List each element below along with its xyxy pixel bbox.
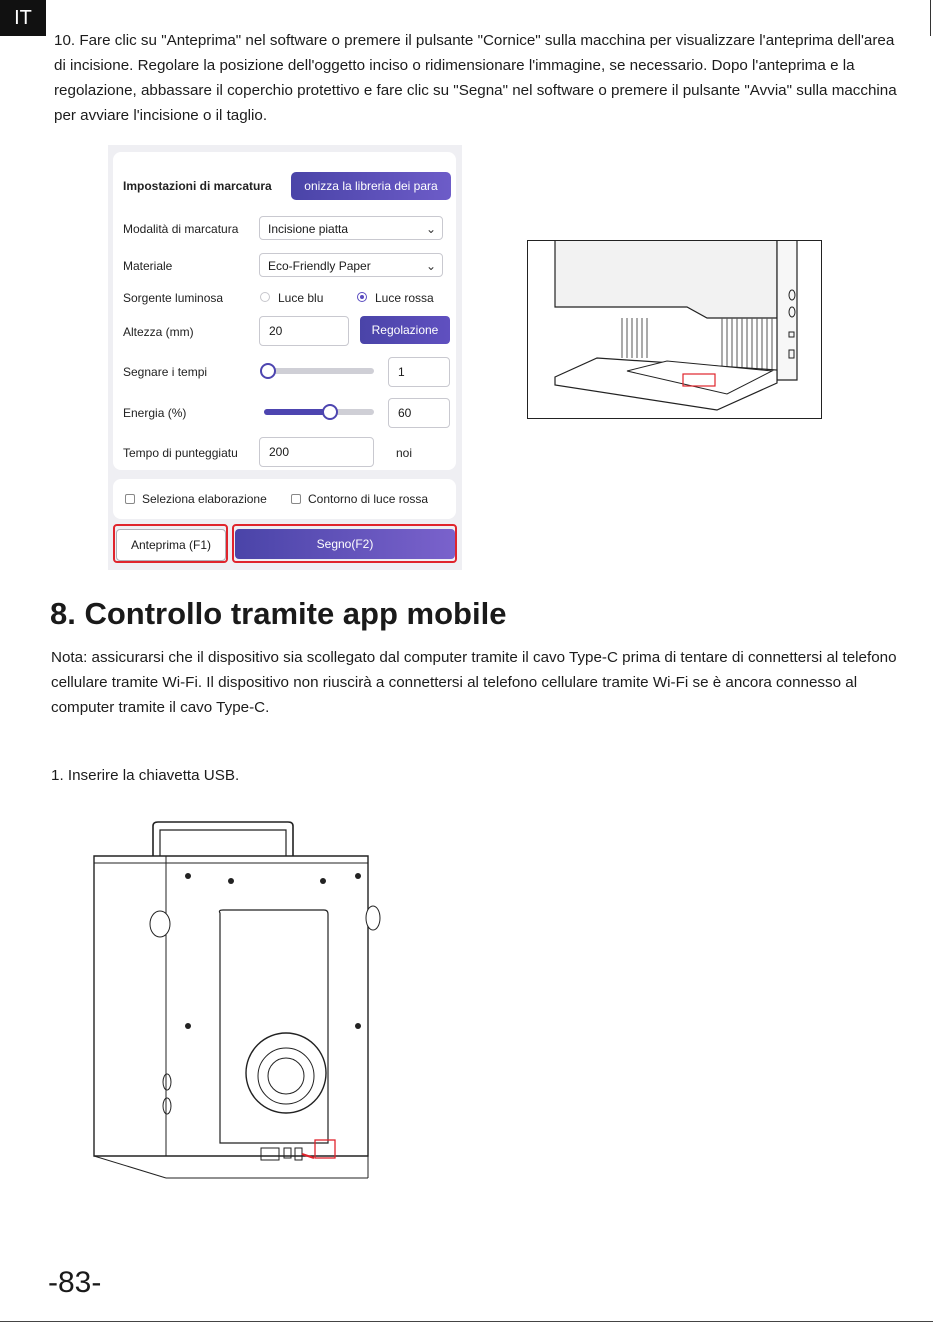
energy-label: Energia (%) [123, 406, 187, 420]
marking-settings-panel [108, 145, 462, 570]
preview-button[interactable]: Anteprima (F1) [116, 529, 226, 561]
settings-card [113, 152, 456, 470]
height-input[interactable]: 20 [259, 316, 349, 346]
mode-value: Incisione piatta [268, 222, 349, 236]
chevron-down-icon: ⌄ [425, 222, 436, 236]
light-source-label: Sorgente luminosa [123, 291, 224, 305]
dot-time-label: Tempo di punteggiatu [123, 446, 238, 460]
processing-checkbox[interactable] [125, 494, 135, 504]
times-slider[interactable] [264, 368, 374, 374]
mode-select[interactable] [259, 216, 443, 240]
material-select[interactable] [259, 253, 443, 277]
blue-light-label: Luce blu [278, 291, 324, 305]
page-number: -83- [48, 1266, 102, 1299]
times-input[interactable]: 1 [388, 357, 450, 387]
energy-slider[interactable] [264, 409, 374, 415]
section-heading: 8. Controllo tramite app mobile [50, 596, 507, 631]
energy-slider-knob[interactable] [322, 404, 338, 420]
mark-highlight [232, 524, 457, 563]
preview-highlight [113, 524, 228, 563]
edge-line [930, 0, 931, 36]
red-light-label: Luce rossa [375, 291, 434, 305]
times-slider-knob[interactable] [260, 363, 276, 379]
height-label: Altezza (mm) [123, 325, 194, 339]
step-10-instructions: 10. Fare clic su "Anteprima" nel software o premere il pulsante "Cornice" sulla macchina per visualizzare l'anteprima dell'area di incisione. Regolare la posizione dell'oggetto inciso o ridimensionare l'immagine, se necessario. Dopo l'anteprima e la regolazione, abbassare il coperchio protettivo e fare clic su "Segna" nel software o premere il pulsante "Avvia" sulla macchina per avviare l'incisione o il taglio. [54, 32, 897, 124]
red-outline-checkbox[interactable] [291, 494, 301, 504]
times-label: Segnare i tempi [123, 365, 208, 379]
energy-input[interactable]: 60 [388, 398, 450, 428]
adjust-button[interactable]: Regolazione [360, 316, 450, 344]
mode-label: Modalità di marcatura [123, 222, 239, 236]
material-value: Eco-Friendly Paper [268, 259, 371, 273]
language-tab: IT [0, 0, 46, 36]
options-card [113, 479, 456, 519]
parameter-library-button[interactable]: onizza la libreria dei para [291, 172, 451, 200]
radio-red-light[interactable] [357, 292, 367, 302]
material-label: Materiale [123, 259, 173, 273]
step-1-instruction: 1. Inserire la chiavetta USB. [51, 767, 240, 784]
machine-back-illustration [88, 818, 388, 1188]
radio-blue-light[interactable] [260, 292, 270, 302]
dot-time-input[interactable]: 200 [259, 437, 374, 467]
dot-time-unit: noi [396, 446, 413, 460]
energy-slider-fill [264, 409, 330, 415]
mark-button[interactable]: Segno(F2) [235, 529, 455, 559]
note-paragraph: Nota: assicurarsi che il dispositivo sia scollegato dal computer tramite il cavo Type-C prima di tentare di connettersi al telefono cellulare tramite Wi-Fi. Il dispositivo non riuscirà a connettersi al telefono cellulare tramite Wi-Fi se è ancora connesso al computer tramite il cavo Type-C. [51, 649, 897, 716]
settings-title: Impostazioni di marcatura [123, 179, 272, 193]
red-outline-label: Contorno di luce rossa [308, 492, 429, 506]
machine-preview-illustration [527, 240, 822, 419]
chevron-down-icon: ⌄ [425, 259, 436, 273]
bottom-rule [0, 1321, 933, 1322]
processing-label: Seleziona elaborazione [142, 492, 267, 506]
